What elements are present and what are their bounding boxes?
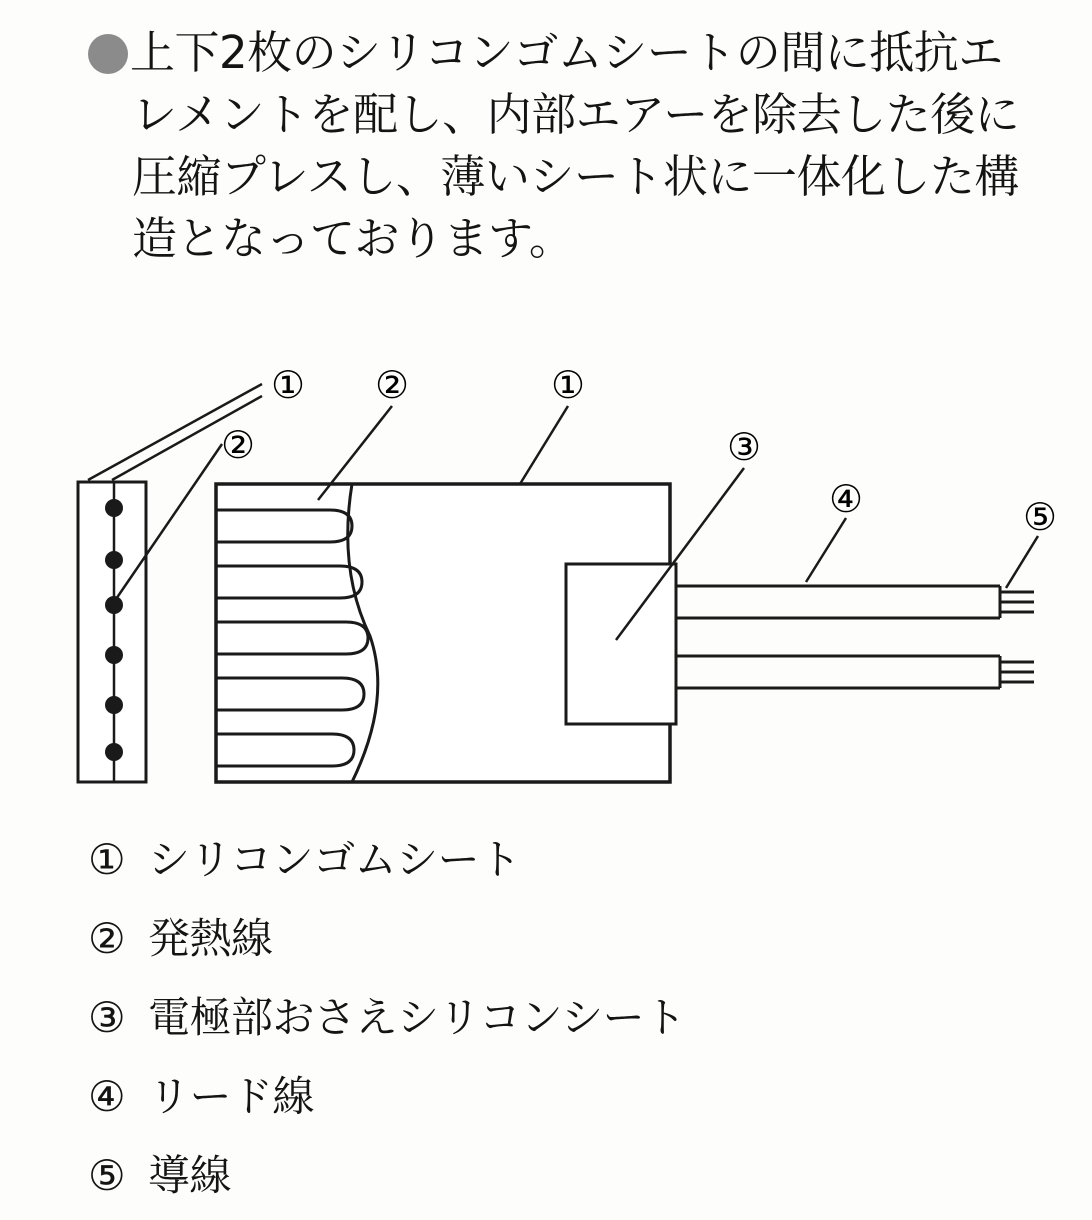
lead-wire-upper [676,586,1000,618]
callout-conductor-5 [1023,495,1057,539]
legend-item-2 [88,899,1028,978]
callout-cross-section-1 [271,363,305,407]
conductor-strands-lower [1000,662,1034,682]
svg-text:⑤: ⑤ [1022,495,1058,539]
legend-item-1 [88,820,1028,899]
svg-text:①: ① [270,363,306,407]
legend-list [88,820,1028,1215]
lead-wire-lower [676,656,1000,688]
legend-label-5: 導線 [148,1150,232,1200]
legend-item-4 [88,1057,1028,1136]
diagram-svg [0,340,1092,820]
svg-text:②: ② [374,363,410,407]
callout-heating-wire-2 [375,363,409,407]
callout-sheet-1 [551,363,585,407]
filled-circle-bullet-icon [88,34,128,74]
conductor-strands-upper [1000,592,1034,612]
svg-text:①: ① [550,363,586,407]
callout-cross-section-2 [221,423,255,467]
cross-section-view [78,482,146,782]
legend-number-4: ④ [88,1071,126,1121]
svg-text:③: ③ [726,425,762,469]
paragraph-line-3: 圧縮プレスし、薄いシート状に一体化した構 [132,150,1019,203]
paragraph-line-2: レメントを配し、内部エアーを除去した後に [132,88,1020,141]
paragraph-line-1-text: 上下2枚のシリコンゴムシートの間に抵抗エ [130,26,1003,79]
legend-item-5 [88,1136,1028,1215]
heater-construction-diagram [0,340,1092,820]
paragraph-line-1 [88,22,1078,84]
legend-number-3: ③ [88,992,126,1042]
legend-number-2: ② [88,913,126,963]
legend-number-1: ① [88,834,126,884]
intro-paragraph [88,22,1078,270]
callout-lead-wire-4 [829,477,863,521]
callout-electrode-3 [727,425,761,469]
legend-number-5: ⑤ [88,1150,126,1200]
legend-label-3: 電極部おさえシリコンシート [148,992,686,1042]
legend-item-3 [88,978,1028,1057]
paragraph-line-4: 造となっております。 [132,212,574,265]
electrode-cover-sheet [566,564,676,724]
legend-label-2: 発熱線 [148,913,273,963]
svg-text:②: ② [220,423,256,467]
svg-text:④: ④ [828,477,864,521]
legend-label-1: シリコンゴムシート [148,834,521,884]
legend-label-4: リード線 [148,1071,315,1121]
